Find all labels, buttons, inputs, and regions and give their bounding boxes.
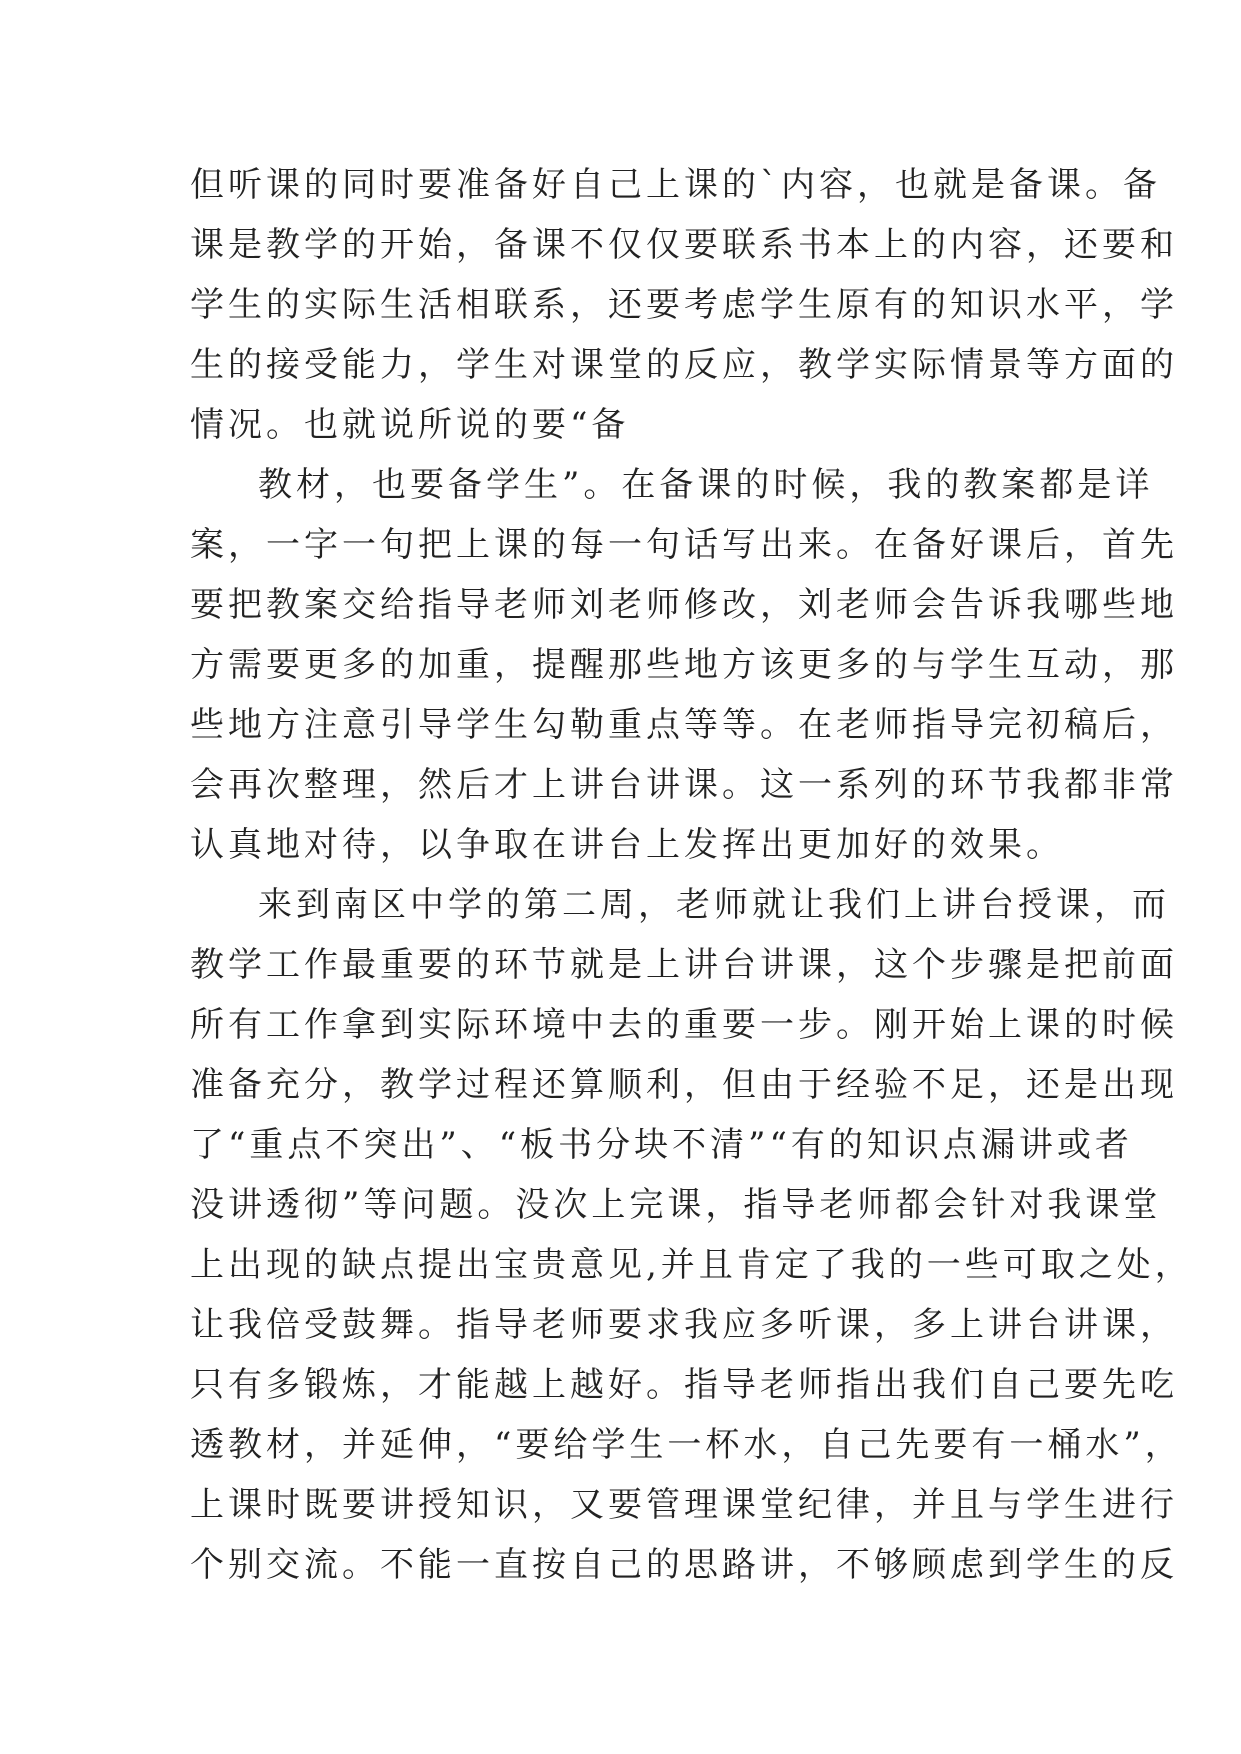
- text-line: 课是教学的开始，备课不仅仅要联系书本上的内容，还要和: [190, 225, 1178, 265]
- text-line: 只有多锻炼，才能越上越好。指导老师指出我们自己要先吃: [190, 1365, 1178, 1405]
- text-line: 些地方注意引导学生勾勒重点等等。在老师指导完初稿后，: [190, 705, 1178, 745]
- text-line: 让我倍受鼓舞。指导老师要求我应多听课，多上讲台讲课，: [190, 1305, 1178, 1345]
- text-line: 上课时既要讲授知识，又要管理课堂纪律，并且与学生进行: [190, 1485, 1178, 1525]
- text-line: 教学工作最重要的环节就是上讲台讲课，这个步骤是把前面: [190, 945, 1178, 985]
- text-line: 了“重点不突出”、“板书分块不清”“有的知识点漏讲或者: [190, 1125, 1133, 1165]
- text-line: 所有工作拿到实际环境中去的重要一步。刚开始上课的时候: [190, 1005, 1178, 1045]
- text-line: 个别交流。不能一直按自己的思路讲，不够顾虑到学生的反: [190, 1545, 1178, 1585]
- text-line: 认真地对待，以争取在讲台上发挥出更加好的效果。: [190, 825, 1064, 865]
- text-line: 情况。也就说所说的要“备: [190, 405, 630, 445]
- text-line: 方需要更多的加重，提醒那些地方该更多的与学生互动，那: [190, 645, 1178, 685]
- paragraph-start-line: 来到南区中学的第二周，老师就让我们上讲台授课，而: [258, 885, 1170, 925]
- text-line: 生的接受能力，学生对课堂的反应，教学实际情景等方面的: [190, 345, 1178, 385]
- text-line: 案，一字一句把上课的每一句话写出来。在备好课后，首先: [190, 525, 1178, 565]
- text-line: 准备充分，教学过程还算顺利，但由于经验不足，还是出现: [190, 1065, 1178, 1105]
- paragraph-start-line: 教材，也要备学生”。在备课的时候，我的教案都是详: [258, 465, 1154, 505]
- text-line: 学生的实际生活相联系，还要考虑学生原有的知识水平，学: [190, 285, 1178, 325]
- text-line: 会再次整理，然后才上讲台讲课。这一系列的环节我都非常: [190, 765, 1178, 805]
- text-line: 上出现的缺点提出宝贵意见,并且肯定了我的一些可取之处，: [190, 1245, 1193, 1285]
- text-line: 要把教案交给指导老师刘老师修改，刘老师会告诉我哪些地: [190, 585, 1178, 625]
- text-line: 没讲透彻”等问题。没次上完课，指导老师都会针对我课堂: [190, 1185, 1162, 1225]
- document-body: [190, 155, 1193, 1595]
- text-line: 但听课的同时要准备好自己上课的`内容，也就是备课。备: [190, 165, 1161, 205]
- text-line: 透教材，并延伸，“要给学生一杯水，自己先要有一桶水”，: [190, 1425, 1183, 1465]
